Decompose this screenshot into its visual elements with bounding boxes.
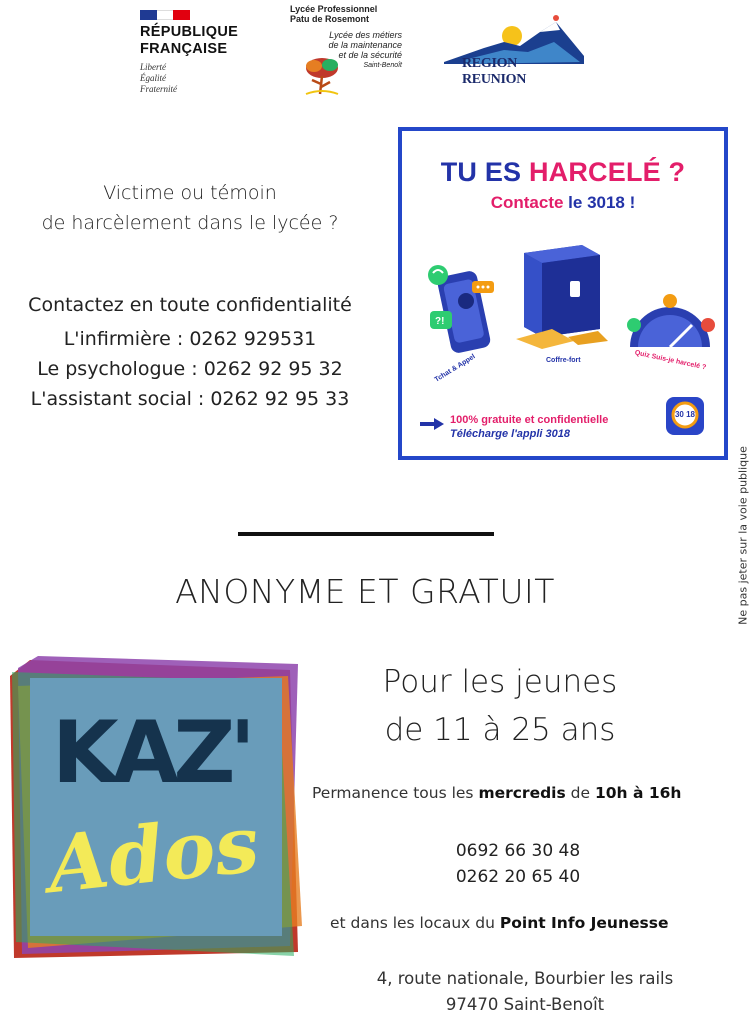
perm-c: de <box>565 784 595 802</box>
pij-name: Point Info Jeunesse <box>499 914 669 932</box>
question-line1: Victime ou témoin <box>103 182 277 204</box>
svg-text:?!: ?! <box>435 316 445 327</box>
motto-liberte: Liberté <box>140 62 166 72</box>
kazados-word1: KAZ' <box>52 703 250 803</box>
contacts-block <box>0 290 380 414</box>
republique-francaise-logo <box>140 10 260 95</box>
audience-line1: Pour les jeunes <box>382 664 618 700</box>
motto-fraternite: Fraternité <box>140 84 177 94</box>
kazados-artwork <box>8 656 304 960</box>
motto-egalite: Égalité <box>140 73 166 83</box>
audience-block <box>330 658 670 754</box>
kazados-word2: Ados <box>43 798 264 912</box>
phone-mobile: 0692 66 30 48 <box>455 841 581 861</box>
lycee-line2: Patu de Rosemont <box>290 14 370 24</box>
side-note <box>735 430 751 644</box>
lycee-subtitle-2: de la maintenance <box>328 40 402 50</box>
poster-free: 100% gratuite et confidentielle <box>450 414 609 426</box>
poster-sub-a: Contacte <box>490 193 569 212</box>
caption-chat: Tchat & Appel <box>433 353 477 384</box>
region-name: REGION REUNION <box>462 56 527 87</box>
gauge-quiz-icon <box>622 291 716 355</box>
phone-chat-icon <box>426 259 504 363</box>
contacts-intro: Contactez en toute confidentialité <box>28 294 352 316</box>
contact-psychologist: Le psychologue : 0262 92 95 32 <box>37 358 343 380</box>
region-reunion-logo <box>444 12 584 88</box>
republique-line2: FRANÇAISE <box>140 41 228 57</box>
caption-quiz: Quiz Suis-je harcelé ? <box>634 349 707 372</box>
poster-title <box>402 157 724 188</box>
phone-landline: 0262 20 65 40 <box>455 867 581 887</box>
perm-a: Permanence tous les <box>312 784 479 802</box>
poster-subtitle <box>402 193 724 213</box>
permanence-line <box>312 784 732 802</box>
lycee-subtitle-3: et de la sécurité <box>338 50 402 60</box>
contact-social-worker: L'assistant social : 0262 92 95 33 <box>30 388 350 410</box>
tree-icon <box>300 54 344 98</box>
contact-nurse: L'infirmière : 0262 929531 <box>63 328 317 350</box>
lycee-line1: Lycée Professionnel <box>290 4 378 14</box>
phones-block <box>418 838 618 890</box>
poster-3018 <box>398 127 728 460</box>
app-3018-label: 30 18 <box>674 410 696 419</box>
lycee-city: Saint-Benoît <box>363 62 402 69</box>
caption-safe: Coffre-fort <box>546 357 581 364</box>
poster-title-a: TU ES <box>440 157 529 187</box>
app-3018-icon <box>666 397 704 435</box>
address-line2: 97470 Saint-Benoît <box>445 995 605 1014</box>
perm-hours: 10h à 16h <box>594 784 682 802</box>
side-note-text: Ne pas jeter sur la voie publique <box>736 446 750 625</box>
address-block <box>340 966 710 1018</box>
pij-a: et dans les locaux du <box>330 914 500 932</box>
anonymous-heading: ANONYME ET GRATUIT <box>175 572 555 611</box>
audience-line2: de 11 à 25 ans <box>384 712 616 748</box>
divider-line <box>238 532 494 536</box>
safe-icon <box>512 241 612 351</box>
kazados-logo <box>8 656 304 960</box>
question-block <box>0 178 380 238</box>
french-flag-icon <box>140 10 190 20</box>
question-line2: de harcèlement dans le lycée ? <box>41 212 339 234</box>
perm-day: mercredis <box>478 784 566 802</box>
lycee-logo <box>290 4 402 69</box>
pij-line <box>330 914 730 932</box>
poster-download: Télécharge l'appli 3018 <box>450 428 571 440</box>
poster-sub-b: le 3018 ! <box>568 193 636 212</box>
address-line1: 4, route nationale, Bourbier les rails <box>376 969 674 988</box>
republique-line1: RÉPUBLIQUE <box>140 24 239 40</box>
poster-title-b: HARCELÉ ? <box>528 157 686 187</box>
lycee-subtitle-1: Lycée des métiers <box>329 30 402 40</box>
hand-pointer-icon <box>420 417 444 431</box>
